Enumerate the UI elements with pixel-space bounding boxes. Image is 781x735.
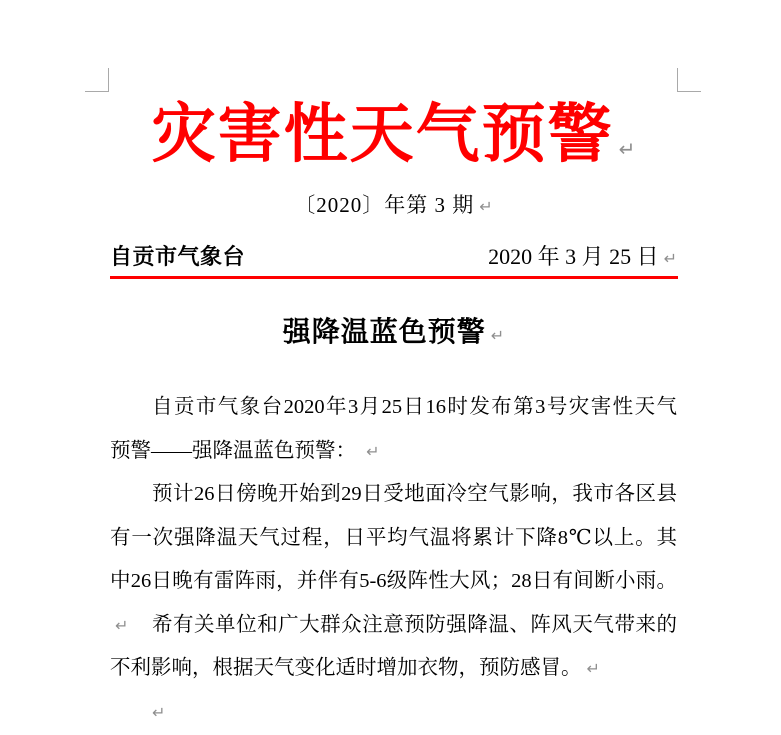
document-title-text[interactable]: 灾害性天气预警	[151, 99, 614, 170]
margin-cropmark-top-right	[677, 68, 701, 92]
paragraph-line[interactable]: 有一次强降温天气过程，日平均气温将累计下降8℃以上。其	[110, 526, 677, 549]
pilcrow-mark: ↵	[366, 443, 380, 461]
pilcrow-mark: ↵	[152, 704, 166, 722]
paragraph-line-text[interactable]: 中26日晚有雷阵雨，并伴有5-6级阵性大风；28日有间断小雨。	[110, 570, 677, 592]
empty-paragraph-line[interactable]	[110, 691, 677, 735]
pilcrow-mark: ↵	[663, 250, 677, 268]
paragraph-line[interactable]: 预计26日傍晚开始到29日受地面冷空气影响，我市各区县	[152, 483, 677, 505]
paragraph-line[interactable]	[110, 647, 677, 691]
agency-date-row[interactable]	[110, 240, 677, 270]
issue-number-text[interactable]: 〔2020〕年第 3 期	[294, 193, 475, 217]
paragraph-line[interactable]	[110, 430, 677, 474]
pilcrow-mark: ↵	[586, 661, 600, 678]
alert-heading[interactable]	[110, 314, 677, 350]
pilcrow-mark: ↵	[618, 139, 636, 161]
issue-number-line[interactable]	[110, 190, 677, 220]
red-divider-rule	[110, 276, 678, 279]
issuing-agency[interactable]: 自贡市气象台	[110, 243, 246, 269]
margin-cropmark-top-left	[85, 68, 109, 92]
issue-date[interactable]	[488, 240, 677, 271]
pilcrow-mark: ↵	[490, 328, 505, 345]
body-text[interactable]	[110, 386, 677, 734]
paragraph-line-text[interactable]: 不利影响，根据天气变化适时增加衣物，预防感冒。	[110, 657, 582, 679]
paragraph-line[interactable]: 希有关单位和广大群众注意预防强降温、阵风天气带来的	[152, 613, 677, 636]
issue-date-text[interactable]: 2020 年 3 月 25 日	[488, 243, 659, 269]
pilcrow-mark: ↵	[115, 617, 129, 635]
paragraph-line-text[interactable]: 预警——强降温蓝色预警：	[110, 439, 362, 462]
pilcrow-mark: ↵	[479, 199, 493, 216]
paragraph-line[interactable]: 自贡市气象台2020年3月25日16时发布第3号灾害性天气	[152, 396, 677, 418]
alert-heading-text[interactable]: 强降温蓝色预警	[282, 316, 486, 347]
document-title[interactable]	[110, 96, 677, 174]
